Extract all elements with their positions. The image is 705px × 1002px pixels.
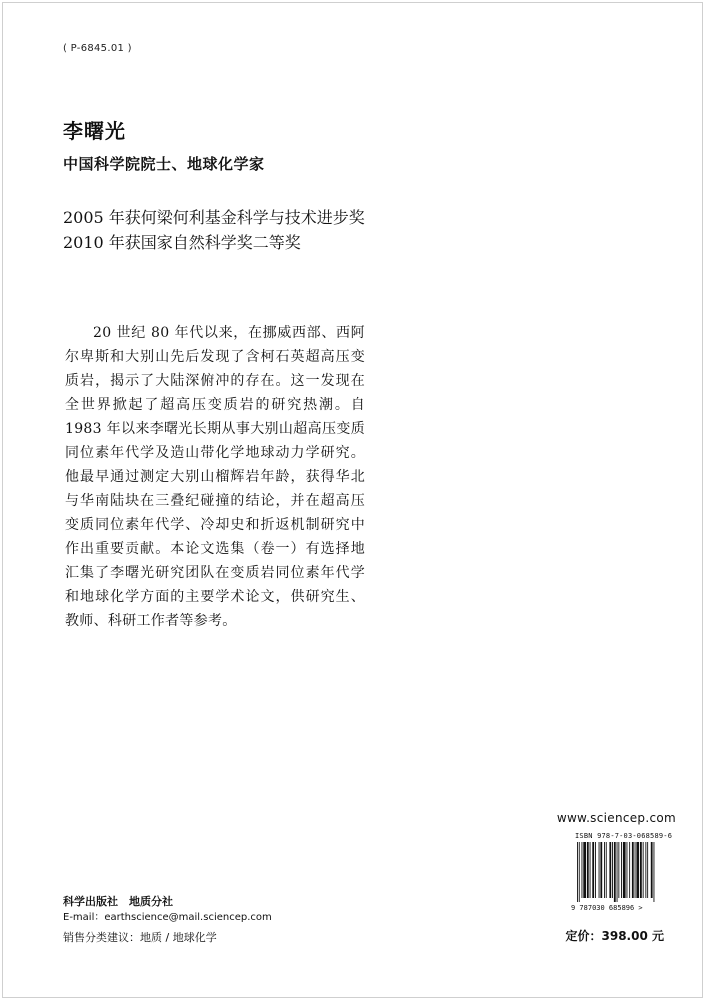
barcode-bar [618,842,619,898]
award-item: 2005 年获何梁何利基金科学与技术进步奖 [63,208,365,227]
isbn-label: ISBN 978-7-03-068589-6 [575,832,673,840]
barcode-bar [590,842,591,898]
isbn-barcode [569,840,681,912]
author-name: 李曙光 [63,119,126,143]
barcode-bar [621,842,622,898]
barcode-bar [640,842,642,898]
price: 定价：398.00 元 [565,929,664,943]
barcode-bar [583,842,586,898]
barcode-bar [623,842,626,898]
barcode-bar [654,842,655,902]
book-code: ( P-6845.01 ) [63,43,132,54]
barcode-bar [635,842,636,898]
publisher-name: 科学出版社 地质分社 [63,895,173,908]
barcode-bar [600,842,602,898]
barcode-bar [643,842,644,898]
barcode-bar [645,842,646,898]
awards-list [63,205,365,255]
award-item: 2010 年获国家自然科学奖二等奖 [63,233,301,252]
barcode-bar [595,842,596,898]
back-cover [2,2,703,998]
barcode-bar [647,842,648,898]
barcode-bar [614,842,616,902]
barcode-bar [617,842,618,902]
barcode-bar [651,842,653,898]
barcode-bar [629,842,630,898]
author-title: 中国科学院院士、地球化学家 [63,155,265,173]
barcode-bar [577,842,578,902]
barcode-bar [592,842,594,898]
sales-category: 销售分类建议：地质 / 地球化学 [63,931,217,944]
publisher-url[interactable]: www.sciencep.com [556,811,676,825]
book-description: 20 世纪 80 年代以来，在挪威西部、西阿尔卑斯和大别山先后发现了含柯石英超高压变质岩，揭示了大陆深俯冲的存在。这一发现在全世界掀起了超高压变质岩的研究热潮。自 1983 年以来李曙光长期从事大别山超高压变质同位素年代学及造山带化学地球动力学研究。他最早通过测定大别山榴辉岩年龄，获得华北与华南陆块在三叠纪碰撞的结论，并在超高压变质同位素年代学、冷却史和折返机制研究中作出重要贡献。本论文选集（卷一）有选择地汇集了李曙光研究团队在变质岩同位素年代学和地球化学方面的主要学术论文，供研究生、教师、科研工作者等参考。 [65,325,365,629]
publisher-email[interactable]: E-mail：earthscience@mail.sciencep.com [63,912,272,923]
barcode-bar [609,842,611,898]
barcode-graphic [569,840,681,912]
barcode-bar [599,842,600,898]
barcode-bar [587,842,589,898]
barcode-digits: 9 787030 685896 > [571,904,643,912]
barcode-bar [579,842,580,902]
barcode-bar [636,842,639,898]
barcode-bar [606,842,607,898]
barcode-bar [612,842,613,898]
barcode-bar [604,842,605,898]
barcode-bar [582,842,583,898]
barcode-bar [627,842,628,898]
barcode-bar [632,842,634,898]
